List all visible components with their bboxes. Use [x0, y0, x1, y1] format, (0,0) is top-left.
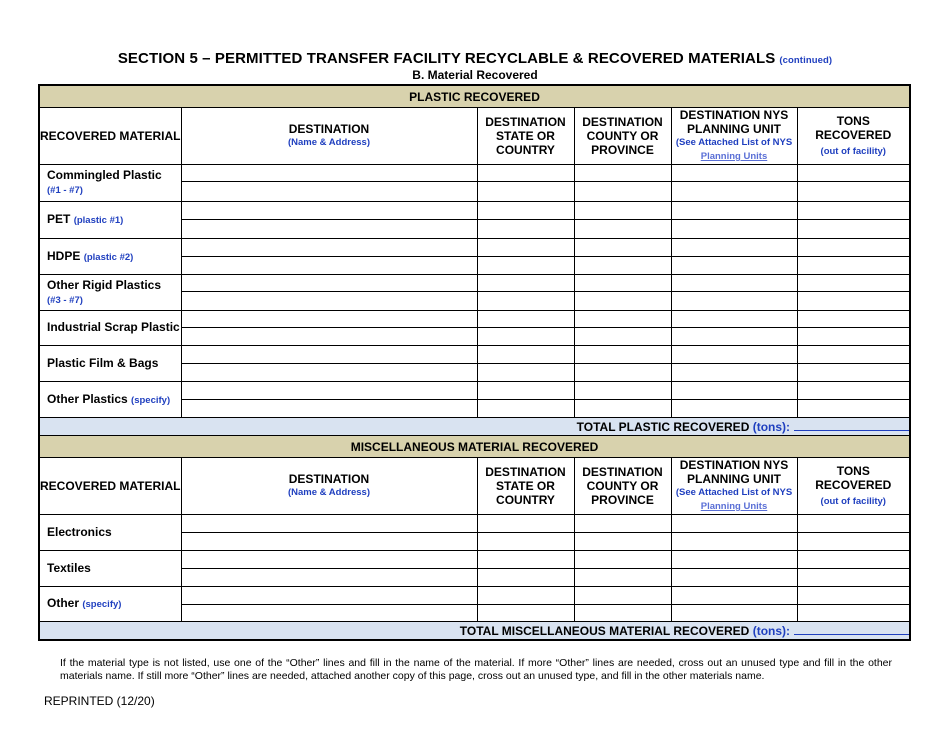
total-label: TOTAL PLASTIC RECOVERED: [576, 419, 750, 434]
entry-field[interactable]: [181, 569, 477, 587]
entry-field[interactable]: [477, 275, 574, 292]
section-title-text: SECTION 5 – PERMITTED TRANSFER FACILITY RECYCLABLE & RECOVERED MATERIALS: [117, 50, 776, 67]
total-label: TOTAL MISCELLANEOUS MATERIAL RECOVERED: [459, 623, 750, 638]
material-row: [39, 515, 910, 533]
entry-field[interactable]: [671, 533, 797, 551]
entry-field[interactable]: [181, 587, 477, 605]
material-recovered-table: [38, 84, 911, 641]
material-row: [39, 382, 910, 400]
entry-field[interactable]: [671, 605, 797, 622]
entry-field[interactable]: [574, 605, 671, 622]
entry-field[interactable]: [574, 533, 671, 551]
col-state: DESTINATION STATE OR COUNTRY: [477, 458, 574, 515]
entry-field[interactable]: [574, 239, 671, 257]
material-label: Electronics: [39, 515, 181, 551]
col-nys: DESTINATION NYS PLANNING UNIT (See Attached List of NYS Planning Units: [671, 458, 797, 515]
column-header-row: [39, 108, 910, 165]
entry-field[interactable]: [671, 275, 797, 292]
entry-field[interactable]: [671, 257, 797, 275]
entry-field[interactable]: [181, 165, 477, 182]
entry-field[interactable]: [797, 292, 910, 311]
entry-field[interactable]: [671, 292, 797, 311]
entry-field[interactable]: [574, 364, 671, 382]
material-label: HDPE (plastic #2): [39, 239, 181, 275]
entry-field[interactable]: [574, 292, 671, 311]
entry-field[interactable]: [181, 202, 477, 220]
col-state: DESTINATION STATE OR COUNTRY: [477, 108, 574, 165]
entry-field[interactable]: [797, 400, 910, 418]
entry-field[interactable]: [574, 587, 671, 605]
material-label: Plastic Film & Bags: [39, 346, 181, 382]
entry-field[interactable]: [671, 346, 797, 364]
entry-field[interactable]: [477, 587, 574, 605]
total-row: [39, 418, 910, 436]
entry-field[interactable]: [181, 311, 477, 328]
entry-field[interactable]: [477, 311, 574, 328]
entry-field[interactable]: [797, 515, 910, 533]
entry-field[interactable]: [574, 382, 671, 400]
col-destination: DESTINATION (Name & Address): [181, 108, 477, 165]
entry-field[interactable]: [671, 202, 797, 220]
total-unit: (tons):: [752, 419, 791, 434]
entry-field[interactable]: [181, 346, 477, 364]
entry-field[interactable]: [181, 182, 477, 202]
entry-field[interactable]: [181, 551, 477, 569]
entry-field[interactable]: [671, 182, 797, 202]
band-label: MISCELLANEOUS MATERIAL RECOVERED: [39, 436, 910, 458]
entry-field[interactable]: [797, 382, 910, 400]
entry-field[interactable]: [671, 311, 797, 328]
entry-field[interactable]: [181, 239, 477, 257]
entry-field[interactable]: [574, 202, 671, 220]
entry-field[interactable]: [181, 605, 477, 622]
material-row: [39, 551, 910, 569]
col-destination: DESTINATION (Name & Address): [181, 458, 477, 515]
entry-field[interactable]: [671, 328, 797, 346]
total-tons-field[interactable]: [794, 420, 909, 431]
entry-field[interactable]: [574, 346, 671, 364]
material-row: [39, 587, 910, 605]
col-material: RECOVERED MATERIAL: [39, 108, 181, 165]
entry-field[interactable]: [574, 311, 671, 328]
entry-field[interactable]: [797, 182, 910, 202]
entry-field[interactable]: [797, 257, 910, 275]
planning-units-link[interactable]: Planning Units: [700, 151, 768, 162]
total-tons-field[interactable]: [794, 624, 909, 635]
col-tons: TONS RECOVERED (out of facility): [797, 458, 910, 515]
material-label: PET (plastic #1): [39, 202, 181, 239]
entry-field[interactable]: [477, 202, 574, 220]
entry-field[interactable]: [477, 551, 574, 569]
material-row: [39, 239, 910, 257]
col-material: RECOVERED MATERIAL: [39, 458, 181, 515]
material-row: [39, 275, 910, 292]
entry-field[interactable]: [477, 569, 574, 587]
material-row: [39, 202, 910, 220]
material-row: [39, 311, 910, 328]
col-county: DESTINATION COUNTY OR PROVINCE: [574, 108, 671, 165]
material-label: Industrial Scrap Plastic: [39, 311, 181, 346]
col-county: DESTINATION COUNTY OR PROVINCE: [574, 458, 671, 515]
entry-field[interactable]: [574, 165, 671, 182]
entry-field[interactable]: [181, 328, 477, 346]
section-title: [0, 50, 950, 67]
entry-field[interactable]: [574, 328, 671, 346]
entry-field[interactable]: [477, 220, 574, 239]
entry-field[interactable]: [574, 220, 671, 239]
entry-field[interactable]: [181, 292, 477, 311]
material-row: [39, 346, 910, 364]
entry-field[interactable]: [477, 257, 574, 275]
entry-field[interactable]: [671, 400, 797, 418]
entry-field[interactable]: [797, 328, 910, 346]
entry-field[interactable]: [797, 275, 910, 292]
section-band: [39, 436, 910, 458]
entry-field[interactable]: [671, 165, 797, 182]
total-row: [39, 622, 910, 641]
entry-field[interactable]: [477, 400, 574, 418]
entry-field[interactable]: [797, 220, 910, 239]
entry-field[interactable]: [477, 364, 574, 382]
entry-field[interactable]: [671, 569, 797, 587]
entry-field[interactable]: [477, 346, 574, 364]
reprint-label: REPRINTED (12/20): [44, 694, 155, 708]
entry-field[interactable]: [574, 515, 671, 533]
entry-field[interactable]: [477, 533, 574, 551]
col-tons: TONS RECOVERED (out of facility): [797, 108, 910, 165]
entry-field[interactable]: [797, 202, 910, 220]
entry-field[interactable]: [181, 382, 477, 400]
entry-field[interactable]: [181, 533, 477, 551]
entry-field[interactable]: [477, 239, 574, 257]
entry-field[interactable]: [181, 364, 477, 382]
entry-field[interactable]: [797, 165, 910, 182]
entry-field[interactable]: [797, 346, 910, 364]
entry-field[interactable]: [671, 382, 797, 400]
entry-field[interactable]: [797, 587, 910, 605]
section-band: [39, 85, 910, 108]
entry-field[interactable]: [671, 239, 797, 257]
entry-field[interactable]: [574, 551, 671, 569]
entry-field[interactable]: [181, 275, 477, 292]
entry-field[interactable]: [477, 328, 574, 346]
entry-field[interactable]: [671, 364, 797, 382]
footnote: If the material type is not listed, use one of the “Other” lines and fill in the name of the material. If more “Other” lines are needed, cross out an unused type and fill in the other materials name. If still more “Other” lines are needed, attached another copy of this page, cross out an unused type, and fill in the other materials name.: [60, 657, 892, 682]
entry-field[interactable]: [797, 364, 910, 382]
entry-field[interactable]: [477, 292, 574, 311]
band-label: PLASTIC RECOVERED: [39, 85, 910, 108]
entry-field[interactable]: [797, 533, 910, 551]
entry-field[interactable]: [797, 311, 910, 328]
entry-field[interactable]: [797, 239, 910, 257]
material-label: Textiles: [39, 551, 181, 587]
entry-field[interactable]: [181, 257, 477, 275]
entry-field[interactable]: [671, 587, 797, 605]
entry-field[interactable]: [574, 275, 671, 292]
entry-field[interactable]: [797, 605, 910, 622]
entry-field[interactable]: [797, 569, 910, 587]
entry-field[interactable]: [181, 400, 477, 418]
material-label: Other Rigid Plastics (#3 - #7): [39, 275, 181, 311]
material-row: [39, 165, 910, 182]
entry-field[interactable]: [797, 551, 910, 569]
entry-field[interactable]: [477, 515, 574, 533]
total-unit: (tons):: [752, 623, 791, 638]
entry-field[interactable]: [671, 220, 797, 239]
entry-field[interactable]: [574, 182, 671, 202]
col-nys: DESTINATION NYS PLANNING UNIT (See Attached List of NYS Planning Units: [671, 108, 797, 165]
continued-label: (continued): [779, 55, 833, 66]
material-label: Commingled Plastic (#1 - #7): [39, 165, 181, 202]
entry-field[interactable]: [671, 515, 797, 533]
entry-field[interactable]: [181, 220, 477, 239]
section-subtitle: B. Material Recovered: [412, 68, 538, 82]
entry-field[interactable]: [574, 569, 671, 587]
material-label: Other Plastics (specify): [39, 382, 181, 418]
planning-units-link[interactable]: Planning Units: [700, 501, 768, 512]
entry-field[interactable]: [574, 400, 671, 418]
entry-field[interactable]: [574, 257, 671, 275]
entry-field[interactable]: [477, 605, 574, 622]
entry-field[interactable]: [477, 182, 574, 202]
entry-field[interactable]: [477, 382, 574, 400]
material-label: Other (specify): [39, 587, 181, 622]
column-header-row: [39, 458, 910, 515]
entry-field[interactable]: [477, 165, 574, 182]
entry-field[interactable]: [671, 551, 797, 569]
entry-field[interactable]: [181, 515, 477, 533]
